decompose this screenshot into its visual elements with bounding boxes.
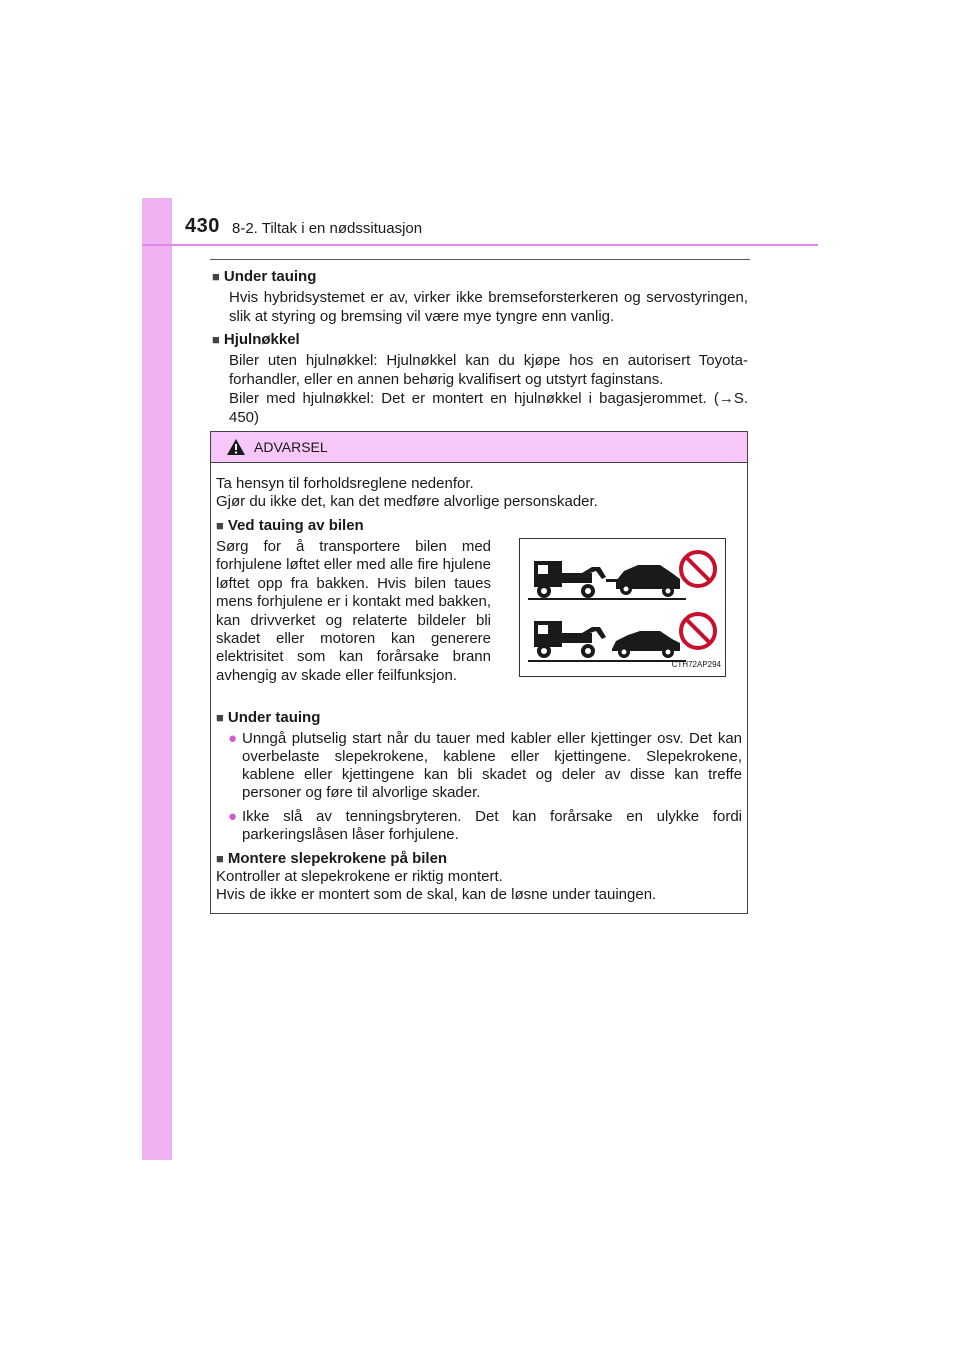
warning-subheading: ■ Ved tauing av bilen (216, 517, 364, 534)
circle-bullet-icon: ● (228, 730, 238, 748)
prohibition-icon (681, 614, 715, 648)
warning-header (211, 432, 747, 463)
section-paragraph: Biler med hjulnøkkel: Det er montert en hjulnøkkel i bagasjerommet. (→S. 450) (229, 390, 748, 426)
warning-body (211, 463, 747, 904)
section-paragraph: Biler uten hjulnøkkel: Hjulnøkkel kan du kjøpe hos en autorisert Toyota-forhandler, eller en annen behørig kvalifisert og utstyrt faginstans. (229, 352, 748, 388)
page-number: 430 (185, 215, 220, 237)
section-paragraph: Hvis hybridsystemet er av, virker ikke bremseforsterkeren og servostyringen, slik at styring og bremsing vil være mye tyngre enn vanlig. (229, 289, 748, 325)
circle-bullet-icon: ● (228, 808, 238, 826)
warning-bullet (228, 808, 742, 844)
warning-intro: Gjør du ikke det, kan det medføre alvorlige personskader. (216, 493, 598, 510)
figure-label: CTH72AP294 (671, 660, 721, 669)
prohibition-icon (681, 552, 715, 586)
section-divider (210, 259, 750, 260)
tow-truck-upper (528, 561, 686, 600)
square-bullet-icon: ■ (212, 269, 220, 284)
main-content (212, 267, 748, 427)
square-bullet-icon: ■ (216, 851, 224, 867)
warning-paragraph: Hvis de ikke er montert som de skal, kan de løsne under tauingen. (216, 886, 657, 904)
warning-paragraph: Kontroller at slepekrokene er riktig montert. (216, 868, 503, 886)
towing-illustration (519, 538, 726, 677)
warning-subheading: ■ Montere slepekrokene på bilen (216, 850, 448, 868)
warning-subheading: ■ Under tauing (216, 709, 321, 727)
square-bullet-icon: ■ (216, 710, 224, 726)
bullet-text: Unngå plutselig start når du tauer med kabler eller kjettinger osv. Det kan overbelaste slepekrokene, kablene eller kjettingene. Slepekrokene, kablene eller kjettingene kan bli skadet og deler av disse kan treffe personer og føre til alvorlige skader. (242, 730, 742, 802)
header-rule (142, 244, 818, 246)
bullet-text: Ikke slå av tenningsbryteren. Det kan forårsake en ulykke fordi parkeringslåsen låser forhjulene. (242, 808, 742, 844)
warning-triangle-icon (226, 438, 246, 456)
section-heading: ■ Under tauing (212, 268, 317, 285)
square-bullet-icon: ■ (212, 332, 220, 347)
warning-box (210, 431, 748, 914)
section-heading: ■ Hjulnøkkel (212, 331, 300, 348)
warning-bullet (228, 730, 742, 802)
chapter-title: 8-2. Tiltak i en nødssituasjon (232, 220, 423, 237)
towing-row (216, 538, 742, 685)
towing-text: Sørg for å transportere bilen med forhjulene løftet eller med alle fire hjulene løftet opp fra bakken. Hvis bilen taues mens forhjulene er i kontakt med bakken, kan drivverket og relaterte bildeler bli skadet eller motoren kan generere elektrisitet som kan forårsake brann avhengig av skade eller feilfunksjon. (216, 538, 491, 684)
warning-title: ADVARSEL (254, 439, 328, 455)
chapter-side-tab (142, 198, 172, 1160)
tow-truck-lower (528, 621, 686, 662)
square-bullet-icon: ■ (216, 518, 224, 533)
warning-intro: Ta hensyn til forholdsreglene nedenfor. (216, 475, 474, 492)
